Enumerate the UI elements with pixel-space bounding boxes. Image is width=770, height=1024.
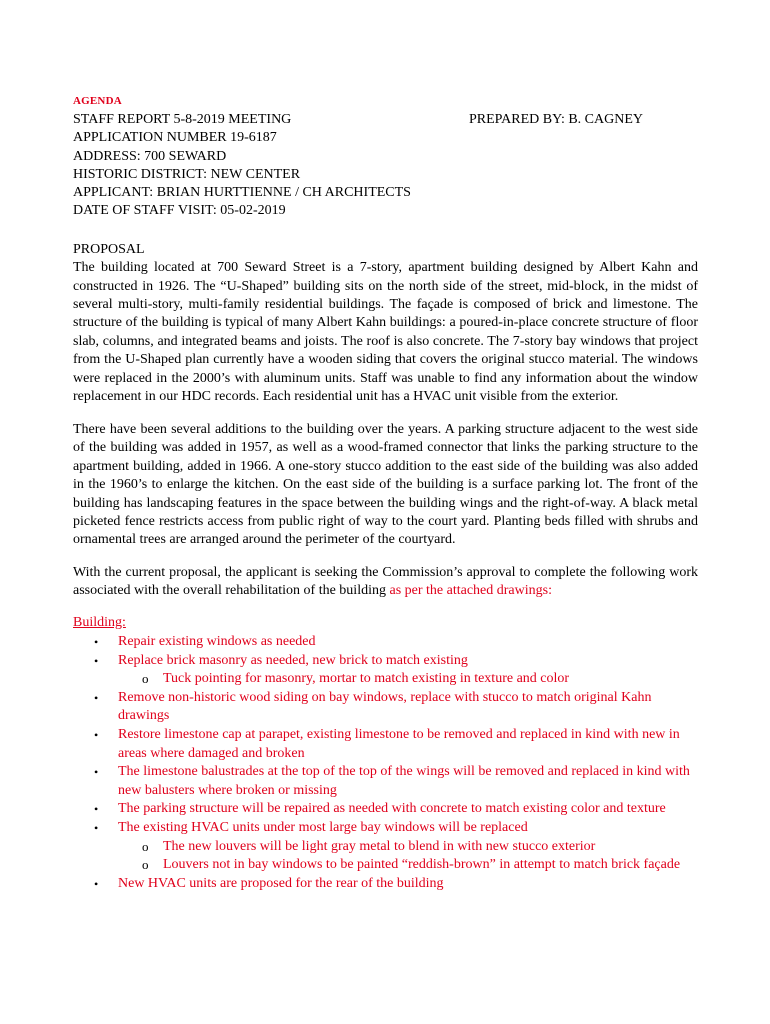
proposal-paragraph-3 [73,564,698,601]
address-line: ADDRESS: 700 SEWARD [73,148,227,164]
bullet-icon: • [94,690,99,705]
sub-list-item: o The new louvers will be light gray metal to blend in with new stucco exterior [118,838,698,857]
circle-bullet-icon: o [142,857,149,873]
document-page [73,95,698,893]
list-item: • Replace brick masonry as needed, new brick to match existing o Tuck pointing for masonry, mortar to match existing in texture and color [73,652,698,689]
staff-report-line: STAFF REPORT 5-8-2019 MEETING [73,112,292,127]
proposal-paragraph-1: The building located at 700 Seward Street is a 7-story, apartment building designed by Albert Kahn and constructed in 1926. The “U-Shaped” building sits on the north side of the street, mid-block, in the midst of several multi-story, multi-family residential buildings. The façade is composed of brick and limestone. The structure of the building is typical of many Albert Kahn buildings: a poured-in-place concrete structure of floor slab, columns, and integrated beams and joists. The roof is also concrete. The 7-story bay windows that project from the U-Shaped plan currently have a wooden siding that covers the original stucco material. The windows were replaced in the 2000’s with aluminum units. Staff was unable to find any information about the window replacement in our HDC records. Each residential unit has a HVAC unit visible from the exterior. [73,260,698,405]
list-item: • Remove non-historic wood siding on bay windows, replace with stucco to match original Kahn drawings [94,689,652,724]
list-item: • Restore limestone cap at parapet, existing limestone to be removed and replaced in kind with new in areas where damaged and broken [94,727,680,761]
list-item: • New HVAC units are proposed for the rear of the building [73,875,698,894]
application-number: APPLICATION NUMBER 19-6187 [73,130,277,146]
historic-district: HISTORIC DISTRICT: NEW CENTER [73,166,301,182]
building-work-list [73,633,698,893]
bullet-icon: • [94,728,99,743]
prepared-by: PREPARED BY: B. CAGNEY [469,112,644,127]
list-item: • The limestone balustrades at the top of the top of the wings will be removed and replaced in kind with new balusters where broken or missing [94,764,690,798]
report-header [73,111,698,221]
circle-bullet-icon: o [142,838,149,854]
sub-list [118,670,698,689]
proposal-heading: PROPOSAL [73,241,145,257]
bullet-icon: • [94,653,99,668]
list-item: • The existing HVAC units under most large bay windows will be replaced o The new louvers will be light gray metal to blend in with new stucco exterior o Louvers not in bay windows to be painted “reddish-brown” in attempt to match brick façade [73,819,698,875]
staff-visit-date: DATE OF STAFF VISIT: 05-02-2019 [73,203,286,219]
list-item: • The parking structure will be repaired as needed with concrete to match existing color and texture [73,800,698,819]
bullet-icon: • [94,635,99,650]
sub-list-item: o Louvers not in bay windows to be painted “reddish-brown” in attempt to match brick façade [118,856,698,875]
list-item: • Repair existing windows as needed [73,633,698,652]
attached-drawings-note: as per the attached drawings: [389,583,552,599]
agenda-label: AGENDA [73,95,122,107]
proposal-paragraph-2: There have been several additions to the building over the years. A parking structure adjacent to the west side of the building was added in 1957, as well as a wood-framed connector that links the parking structure to the apartment building, added in 1966. A one-story stucco addition to the east side of the building was also added in the 1960’s to enlarge the kitchen. On the east side of the building is a surface parking lot. The front of the building has landscaping features in the space between the building wings and the right-of-way. A black metal picketed fence restricts access from public right of way to the court yard. Planting beds filled with shrubs and ornamental trees are arranged around the perimeter of the courtyard. [73,421,698,548]
bullet-icon: • [94,765,99,780]
bullet-icon: • [94,876,99,891]
circle-bullet-icon: o [142,671,149,687]
building-heading: Building: [73,614,126,630]
applicant-line: APPLICANT: BRIAN HURTTIENNE / CH ARCHITECTS [73,185,411,201]
proposal-paragraph-3-text: With the current proposal, the applicant is seeking the Commission’s approval to complete the following work associated with the overall rehabilitation of the building [73,564,698,599]
bullet-icon: • [94,802,99,817]
sub-list [118,838,698,875]
bullet-icon: • [94,821,99,836]
sub-list-item: o Tuck pointing for masonry, mortar to match existing in texture and color [118,670,698,689]
